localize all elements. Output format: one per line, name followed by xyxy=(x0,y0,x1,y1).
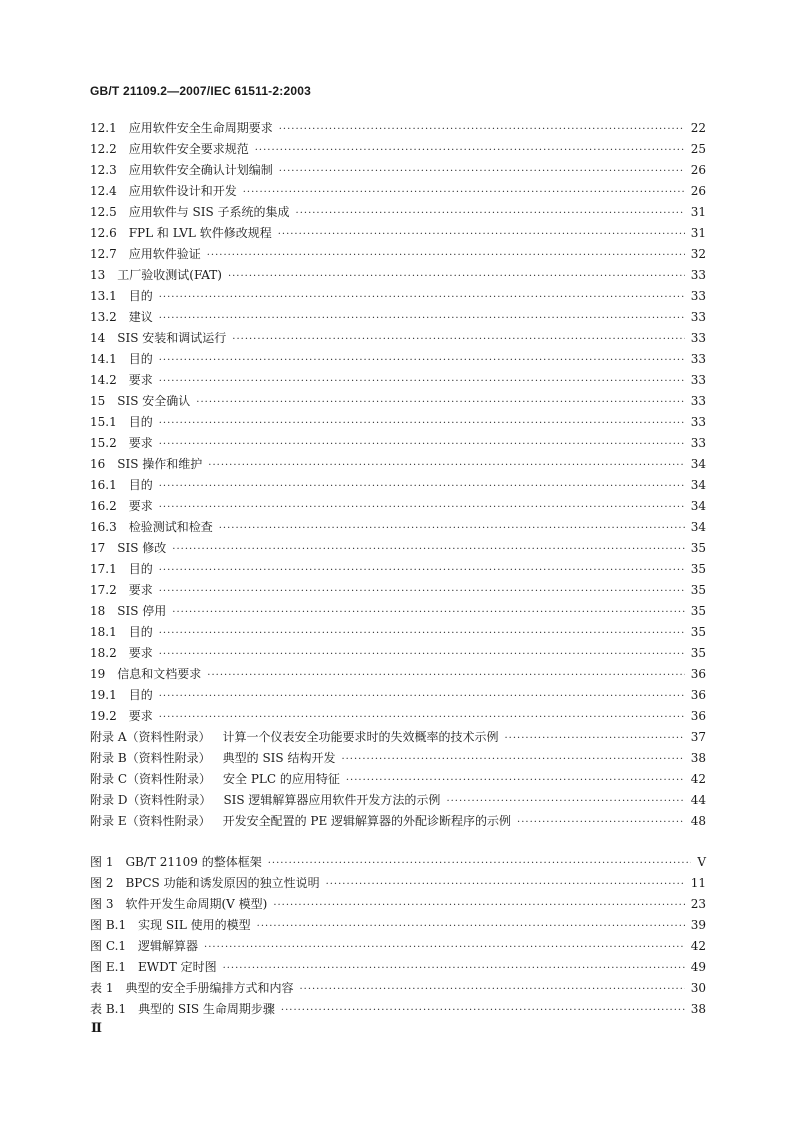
entry-page: 33 xyxy=(690,436,706,450)
entry-title: 目的 xyxy=(128,562,153,576)
entry-number: 12.7 xyxy=(90,247,117,261)
toc-entry[interactable] xyxy=(90,728,706,749)
entry-page: 35 xyxy=(690,604,706,618)
entry-title: 典型的 SIS 结构开发 xyxy=(222,751,336,765)
entry-title: 要求 xyxy=(128,436,153,450)
dot-leader xyxy=(159,418,685,429)
dot-leader xyxy=(255,145,685,156)
entry-number: 17 xyxy=(90,541,106,555)
entry-page: 36 xyxy=(690,688,706,702)
entry-number: 19.2 xyxy=(90,709,117,723)
entry-page: 31 xyxy=(690,205,706,219)
dot-leader xyxy=(517,817,685,828)
entry-number: 18.2 xyxy=(90,646,117,660)
dot-leader xyxy=(268,858,692,869)
dot-leader xyxy=(228,271,685,282)
dot-leader xyxy=(207,670,684,681)
entry-number: 12.5 xyxy=(90,205,117,219)
toc-entry[interactable] xyxy=(90,539,706,560)
figure-entry[interactable] xyxy=(90,1000,706,1021)
dot-leader xyxy=(281,1005,685,1016)
entry-number: 附录 A（资料性附录） xyxy=(90,730,211,744)
entry-number: 16.3 xyxy=(90,520,117,534)
entry-number: 14 xyxy=(90,331,106,345)
entry-title: 应用软件安全生命周期要求 xyxy=(128,121,273,135)
entry-page: 37 xyxy=(690,730,706,744)
entry-page: 35 xyxy=(690,562,706,576)
figure-entry[interactable] xyxy=(90,895,706,916)
toc-entry[interactable] xyxy=(90,350,706,371)
entry-number: 附录 D（资料性附录） xyxy=(90,793,212,807)
entry-title: SIS 停用 xyxy=(117,604,167,618)
entry-title: 应用软件与 SIS 子系统的集成 xyxy=(128,205,290,219)
dot-leader xyxy=(505,733,685,744)
dot-leader xyxy=(159,649,685,660)
entry-number: 16 xyxy=(90,457,106,471)
entry-title: SIS 操作和维护 xyxy=(117,457,203,471)
toc-entry[interactable] xyxy=(90,749,706,770)
dot-leader xyxy=(172,607,684,618)
entry-page: 36 xyxy=(690,667,706,681)
entry-number: 图 1 xyxy=(90,855,114,869)
entry-page: 33 xyxy=(690,289,706,303)
entry-page: 33 xyxy=(690,415,706,429)
entry-title: 典型的 SIS 生命周期步骤 xyxy=(138,1002,275,1016)
dot-leader xyxy=(159,565,685,576)
entry-title: 应用软件安全确认计划编制 xyxy=(128,163,273,177)
dot-leader xyxy=(172,544,684,555)
entry-page: 23 xyxy=(690,897,706,911)
figure-entry[interactable] xyxy=(90,916,706,937)
entry-number: 16.1 xyxy=(90,478,117,492)
entry-title: 检验测试和检查 xyxy=(128,520,213,534)
toc-entry[interactable] xyxy=(90,644,706,665)
entry-page: 33 xyxy=(690,352,706,366)
entry-number: 表 B.1 xyxy=(90,1002,127,1016)
entry-title: 目的 xyxy=(128,688,153,702)
entry-page: 26 xyxy=(690,184,706,198)
figure-entry[interactable] xyxy=(90,853,706,874)
toc-entry[interactable] xyxy=(90,602,706,623)
toc-entry[interactable] xyxy=(90,329,706,350)
entry-number: 12.1 xyxy=(90,121,117,135)
toc-entry[interactable] xyxy=(90,770,706,791)
toc-entry[interactable] xyxy=(90,455,706,476)
entry-number: 12.3 xyxy=(90,163,117,177)
entry-title: 应用软件设计和开发 xyxy=(128,184,237,198)
entry-number: 图 3 xyxy=(90,897,114,911)
entry-title: 信息和文档要求 xyxy=(117,667,202,681)
toc-spacer xyxy=(90,833,706,853)
toc-entry[interactable] xyxy=(90,266,706,287)
toc-entry[interactable] xyxy=(90,476,706,497)
toc-entry[interactable] xyxy=(90,308,706,329)
toc-entry[interactable] xyxy=(90,392,706,413)
entry-page: 34 xyxy=(690,520,706,534)
entry-title: 目的 xyxy=(128,625,153,639)
dot-leader xyxy=(326,879,685,890)
dot-leader xyxy=(159,355,685,366)
entry-title: 开发安全配置的 PE 逻辑解算器的外配诊断程序的示例 xyxy=(222,814,512,828)
toc-entry[interactable] xyxy=(90,497,706,518)
entry-title: 逻辑解算器 xyxy=(138,939,199,953)
entry-number: 15 xyxy=(90,394,106,408)
entry-title: FPL 和 LVL 软件修改规程 xyxy=(128,226,272,240)
entry-title: 应用软件安全要求规范 xyxy=(128,142,249,156)
dot-leader xyxy=(159,292,685,303)
entry-number: 18 xyxy=(90,604,106,618)
entry-page: 33 xyxy=(690,373,706,387)
entry-page: 31 xyxy=(690,226,706,240)
entry-number: 14.2 xyxy=(90,373,117,387)
entry-number: 13 xyxy=(90,268,106,282)
entry-title: 要求 xyxy=(128,499,153,513)
figure-entry[interactable] xyxy=(90,874,706,895)
toc-entry[interactable] xyxy=(90,371,706,392)
entry-page: 42 xyxy=(690,939,706,953)
dot-leader xyxy=(257,921,685,932)
entry-number: 12.6 xyxy=(90,226,117,240)
table-of-contents xyxy=(90,119,706,1021)
toc-entry[interactable] xyxy=(90,161,706,182)
toc-entry[interactable] xyxy=(90,119,706,140)
entry-number: 附录 E（资料性附录） xyxy=(90,814,211,828)
entry-number: 16.2 xyxy=(90,499,117,513)
toc-entry[interactable] xyxy=(90,560,706,581)
entry-page: 36 xyxy=(690,709,706,723)
toc-entry[interactable] xyxy=(90,203,706,224)
entry-page: 38 xyxy=(690,751,706,765)
entry-page: 35 xyxy=(690,625,706,639)
toc-entry[interactable] xyxy=(90,791,706,812)
entry-number: 图 C.1 xyxy=(90,939,127,953)
dot-leader xyxy=(232,334,684,345)
entry-page: 33 xyxy=(690,394,706,408)
toc-entry[interactable] xyxy=(90,686,706,707)
entry-number: 18.1 xyxy=(90,625,117,639)
entry-title: 典型的安全手册编排方式和内容 xyxy=(125,981,294,995)
entry-number: 表 1 xyxy=(90,981,114,995)
entry-number: 图 2 xyxy=(90,876,114,890)
entry-page: 22 xyxy=(690,121,706,135)
entry-title: EWDT 定时图 xyxy=(138,960,217,974)
toc-entry[interactable] xyxy=(90,518,706,539)
entry-title: 要求 xyxy=(128,373,153,387)
toc-entry[interactable] xyxy=(90,623,706,644)
entry-page: 26 xyxy=(690,163,706,177)
entry-page: 42 xyxy=(690,772,706,786)
entry-page: 35 xyxy=(690,541,706,555)
dot-leader xyxy=(159,481,685,492)
entry-page: 30 xyxy=(690,981,706,995)
dot-leader xyxy=(279,124,685,135)
entry-number: 图 B.1 xyxy=(90,918,127,932)
toc-entry[interactable] xyxy=(90,812,706,833)
dot-leader xyxy=(159,586,685,597)
toc-entry[interactable] xyxy=(90,245,706,266)
entry-page: 34 xyxy=(690,499,706,513)
entry-title: SIS 逻辑解算器应用软件开发方法的示例 xyxy=(223,793,441,807)
entry-page: Ⅴ xyxy=(697,855,706,869)
entry-title: BPCS 功能和诱发原因的独立性说明 xyxy=(125,876,320,890)
entry-page: 33 xyxy=(690,268,706,282)
dot-leader xyxy=(223,963,685,974)
entry-number: 13.2 xyxy=(90,310,117,324)
toc-entry[interactable] xyxy=(90,434,706,455)
entry-title: 软件开发生命周期(V 模型) xyxy=(125,897,268,911)
entry-title: 目的 xyxy=(128,289,153,303)
entry-page: 33 xyxy=(690,310,706,324)
page-number: Ⅱ xyxy=(91,1021,102,1036)
toc-entry[interactable] xyxy=(90,140,706,161)
entry-title: 目的 xyxy=(128,415,153,429)
entry-number: 12.4 xyxy=(90,184,117,198)
dot-leader xyxy=(159,376,685,387)
entry-page: 33 xyxy=(690,331,706,345)
toc-figures-tables xyxy=(90,853,706,1021)
dot-leader xyxy=(207,250,685,261)
toc-entry[interactable] xyxy=(90,665,706,686)
entry-title: 要求 xyxy=(128,646,153,660)
entry-title: 应用软件验证 xyxy=(128,247,201,261)
figure-entry[interactable] xyxy=(90,937,706,958)
entry-page: 32 xyxy=(690,247,706,261)
dot-leader xyxy=(296,208,685,219)
entry-page: 38 xyxy=(690,1002,706,1016)
entry-number: 13.1 xyxy=(90,289,117,303)
entry-title: 工厂验收测试(FAT) xyxy=(117,268,222,282)
toc-entry[interactable] xyxy=(90,182,706,203)
dot-leader xyxy=(299,984,684,995)
dot-leader xyxy=(278,229,685,240)
entry-title: SIS 安全确认 xyxy=(117,394,191,408)
entry-number: 19 xyxy=(90,667,106,681)
entry-page: 49 xyxy=(690,960,706,974)
entry-number: 14.1 xyxy=(90,352,117,366)
entry-number: 附录 B（资料性附录） xyxy=(90,751,211,765)
dot-leader xyxy=(159,313,685,324)
toc-entry[interactable] xyxy=(90,581,706,602)
toc-entry[interactable] xyxy=(90,413,706,434)
entry-page: 44 xyxy=(690,793,706,807)
entry-number: 图 E.1 xyxy=(90,960,127,974)
dot-leader xyxy=(346,775,685,786)
figure-entry[interactable] xyxy=(90,979,706,1000)
toc-entry[interactable] xyxy=(90,287,706,308)
toc-entry[interactable] xyxy=(90,707,706,728)
dot-leader xyxy=(159,439,685,450)
entry-number: 19.1 xyxy=(90,688,117,702)
entry-title: 计算一个仪表安全功能要求时的失效概率的技术示例 xyxy=(222,730,499,744)
entry-number: 12.2 xyxy=(90,142,117,156)
entry-title: 目的 xyxy=(128,352,153,366)
entry-page: 34 xyxy=(690,457,706,471)
entry-page: 34 xyxy=(690,478,706,492)
dot-leader xyxy=(279,166,685,177)
entry-page: 35 xyxy=(690,646,706,660)
entry-page: 25 xyxy=(690,142,706,156)
entry-title: SIS 安装和调试运行 xyxy=(117,331,227,345)
dot-leader xyxy=(196,397,684,408)
entry-number: 17.2 xyxy=(90,583,117,597)
entry-title: GB/T 21109 的整体框架 xyxy=(125,855,262,869)
dot-leader xyxy=(219,523,685,534)
entry-number: 附录 C（资料性附录） xyxy=(90,772,211,786)
entry-page: 48 xyxy=(690,814,706,828)
entry-title: 安全 PLC 的应用特征 xyxy=(223,772,340,786)
dot-leader xyxy=(204,942,685,953)
document-header: GB/T 21109.2—2007/IEC 61511-2:2003 xyxy=(90,84,311,98)
toc-entry[interactable] xyxy=(90,224,706,245)
dot-leader xyxy=(159,712,685,723)
entry-title: SIS 修改 xyxy=(117,541,167,555)
dot-leader xyxy=(273,900,684,911)
entry-page: 35 xyxy=(690,583,706,597)
entry-page: 11 xyxy=(690,876,706,890)
dot-leader xyxy=(208,460,684,471)
toc-sections xyxy=(90,119,706,833)
figure-entry[interactable] xyxy=(90,958,706,979)
dot-leader xyxy=(159,502,685,513)
entry-title: 目的 xyxy=(128,478,153,492)
dot-leader xyxy=(159,691,685,702)
dot-leader xyxy=(243,187,685,198)
entry-title: 实现 SIL 使用的模型 xyxy=(138,918,251,932)
entry-title: 建议 xyxy=(128,310,153,324)
entry-title: 要求 xyxy=(128,709,153,723)
dot-leader xyxy=(446,796,684,807)
entry-title: 要求 xyxy=(128,583,153,597)
entry-page: 39 xyxy=(690,918,706,932)
dot-leader xyxy=(341,754,684,765)
entry-number: 15.1 xyxy=(90,415,117,429)
entry-number: 17.1 xyxy=(90,562,117,576)
dot-leader xyxy=(159,628,685,639)
entry-number: 15.2 xyxy=(90,436,117,450)
